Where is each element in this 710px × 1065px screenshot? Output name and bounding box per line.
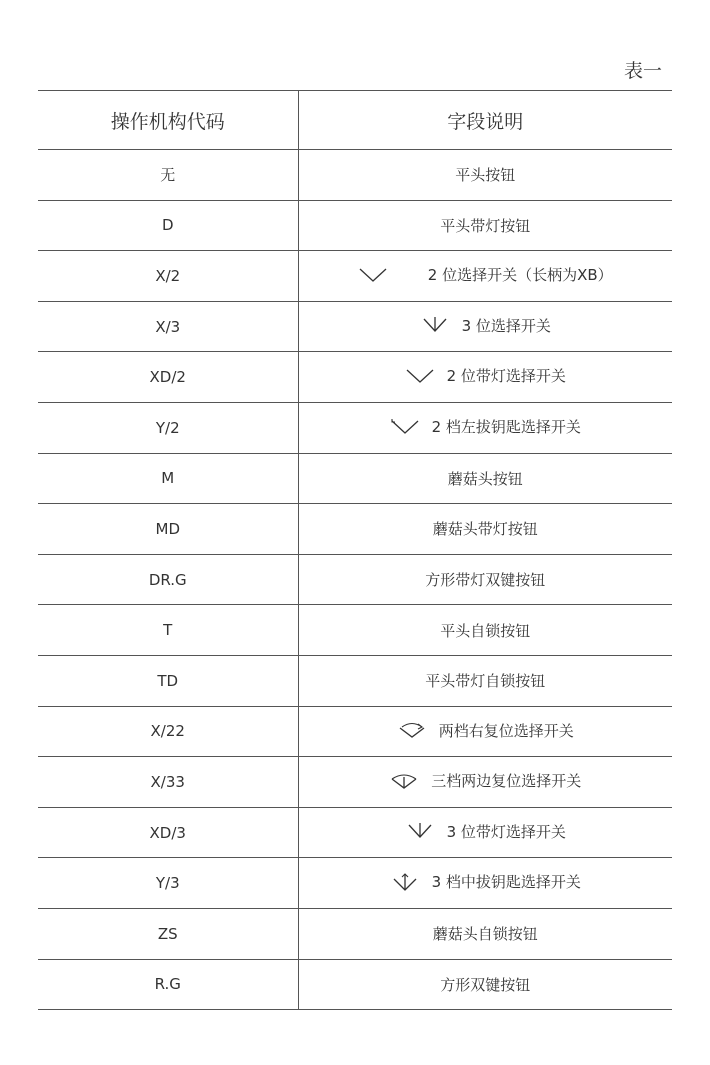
row-description-cell bbox=[298, 706, 672, 757]
row-description: 方形双键按钮 bbox=[440, 975, 531, 994]
table-row bbox=[38, 605, 672, 656]
down-arrow-v-icon bbox=[405, 822, 435, 840]
row-description-cell bbox=[298, 757, 672, 808]
row-description: 方形带灯双键按钮 bbox=[425, 571, 546, 590]
row-code: XD/3 bbox=[38, 807, 298, 858]
description-wrap bbox=[389, 770, 581, 791]
row-description: 3 位带灯选择开关 bbox=[446, 822, 566, 841]
row-code: DR.G bbox=[38, 554, 298, 605]
table-header-row bbox=[38, 91, 672, 150]
down-arrow-v-icon bbox=[420, 316, 450, 334]
operating-mechanism-code-table bbox=[38, 90, 672, 1010]
description-wrap bbox=[440, 974, 530, 995]
row-description-cell bbox=[298, 402, 672, 453]
row-code: X/2 bbox=[38, 251, 298, 302]
table-row bbox=[38, 908, 672, 959]
row-code: D bbox=[38, 200, 298, 251]
v-shape-icon bbox=[405, 367, 435, 385]
row-code: M bbox=[38, 453, 298, 504]
row-code: Y/3 bbox=[38, 858, 298, 909]
table-row bbox=[38, 453, 672, 504]
row-description-cell bbox=[298, 655, 672, 706]
header-code: 操作机构代码 bbox=[38, 91, 298, 150]
row-description-cell bbox=[298, 605, 672, 656]
table-row bbox=[38, 959, 672, 1010]
row-description-cell bbox=[298, 807, 672, 858]
row-description: 2 位带灯选择开关 bbox=[446, 367, 566, 386]
description-wrap bbox=[440, 215, 530, 236]
description-wrap bbox=[425, 569, 545, 590]
row-description: 3 档中拔钥匙选择开关 bbox=[431, 873, 581, 892]
description-wrap bbox=[455, 164, 515, 185]
row-code: 无 bbox=[38, 150, 298, 201]
v-shape-icon bbox=[358, 266, 388, 284]
row-code: Y/2 bbox=[38, 402, 298, 453]
description-wrap bbox=[390, 416, 581, 437]
table-row bbox=[38, 352, 672, 403]
row-code: X/33 bbox=[38, 757, 298, 808]
row-description-cell bbox=[298, 251, 672, 302]
table-row bbox=[38, 757, 672, 808]
description-wrap bbox=[440, 620, 530, 641]
row-description-cell bbox=[298, 453, 672, 504]
row-description: 蘑菇头带灯按钮 bbox=[432, 520, 538, 539]
row-description: 三档两边复位选择开关 bbox=[431, 772, 582, 791]
row-description: 平头带灯自锁按钮 bbox=[425, 672, 546, 691]
table-row bbox=[38, 554, 672, 605]
table-row bbox=[38, 655, 672, 706]
row-description-cell bbox=[298, 200, 672, 251]
row-code: MD bbox=[38, 504, 298, 555]
table-row bbox=[38, 200, 672, 251]
description-wrap bbox=[433, 518, 538, 539]
table-row bbox=[38, 504, 672, 555]
row-code: T bbox=[38, 605, 298, 656]
description-wrap bbox=[358, 264, 613, 285]
row-description: 2 档左拔钥匙选择开关 bbox=[431, 418, 581, 437]
row-description-cell bbox=[298, 352, 672, 403]
table-row bbox=[38, 150, 672, 201]
row-description-cell bbox=[298, 959, 672, 1010]
description-wrap bbox=[405, 365, 566, 386]
row-description: 蘑菇头自锁按钮 bbox=[432, 925, 538, 944]
row-description: 蘑菇头按钮 bbox=[447, 469, 523, 488]
table-row bbox=[38, 858, 672, 909]
row-description-cell bbox=[298, 908, 672, 959]
description-wrap bbox=[397, 720, 574, 741]
row-description-cell bbox=[298, 858, 672, 909]
row-code: XD/2 bbox=[38, 352, 298, 403]
table-row bbox=[38, 251, 672, 302]
v-return-both-icon bbox=[389, 772, 419, 790]
row-description: 平头带灯按钮 bbox=[440, 216, 531, 235]
row-description-cell bbox=[298, 504, 672, 555]
row-code: X/22 bbox=[38, 706, 298, 757]
description-wrap bbox=[448, 468, 523, 489]
description-wrap bbox=[425, 670, 545, 691]
row-description: 平头按钮 bbox=[455, 166, 516, 185]
table-row bbox=[38, 402, 672, 453]
table-label: 表一 bbox=[623, 60, 662, 82]
table-row bbox=[38, 706, 672, 757]
row-description: 两档右复位选择开关 bbox=[438, 721, 574, 740]
row-description-cell bbox=[298, 150, 672, 201]
up-arrow-v-icon bbox=[390, 873, 420, 891]
row-code: ZS bbox=[38, 908, 298, 959]
description-wrap bbox=[390, 871, 581, 892]
table-row bbox=[38, 807, 672, 858]
description-wrap bbox=[433, 923, 538, 944]
v-left-arrow-icon bbox=[390, 418, 420, 436]
row-description: 2 位选择开关（长柄为XB） bbox=[427, 266, 613, 285]
header-description: 字段说明 bbox=[298, 91, 672, 150]
row-description: 3 位选择开关 bbox=[461, 316, 551, 335]
row-description-cell bbox=[298, 554, 672, 605]
table-row bbox=[38, 301, 672, 352]
v-return-right-icon bbox=[397, 721, 427, 739]
row-code: X/3 bbox=[38, 301, 298, 352]
row-description: 平头自锁按钮 bbox=[440, 621, 531, 640]
row-code: R.G bbox=[38, 959, 298, 1010]
row-description-cell bbox=[298, 301, 672, 352]
description-wrap bbox=[420, 315, 551, 336]
row-code: TD bbox=[38, 655, 298, 706]
description-wrap bbox=[405, 821, 566, 842]
